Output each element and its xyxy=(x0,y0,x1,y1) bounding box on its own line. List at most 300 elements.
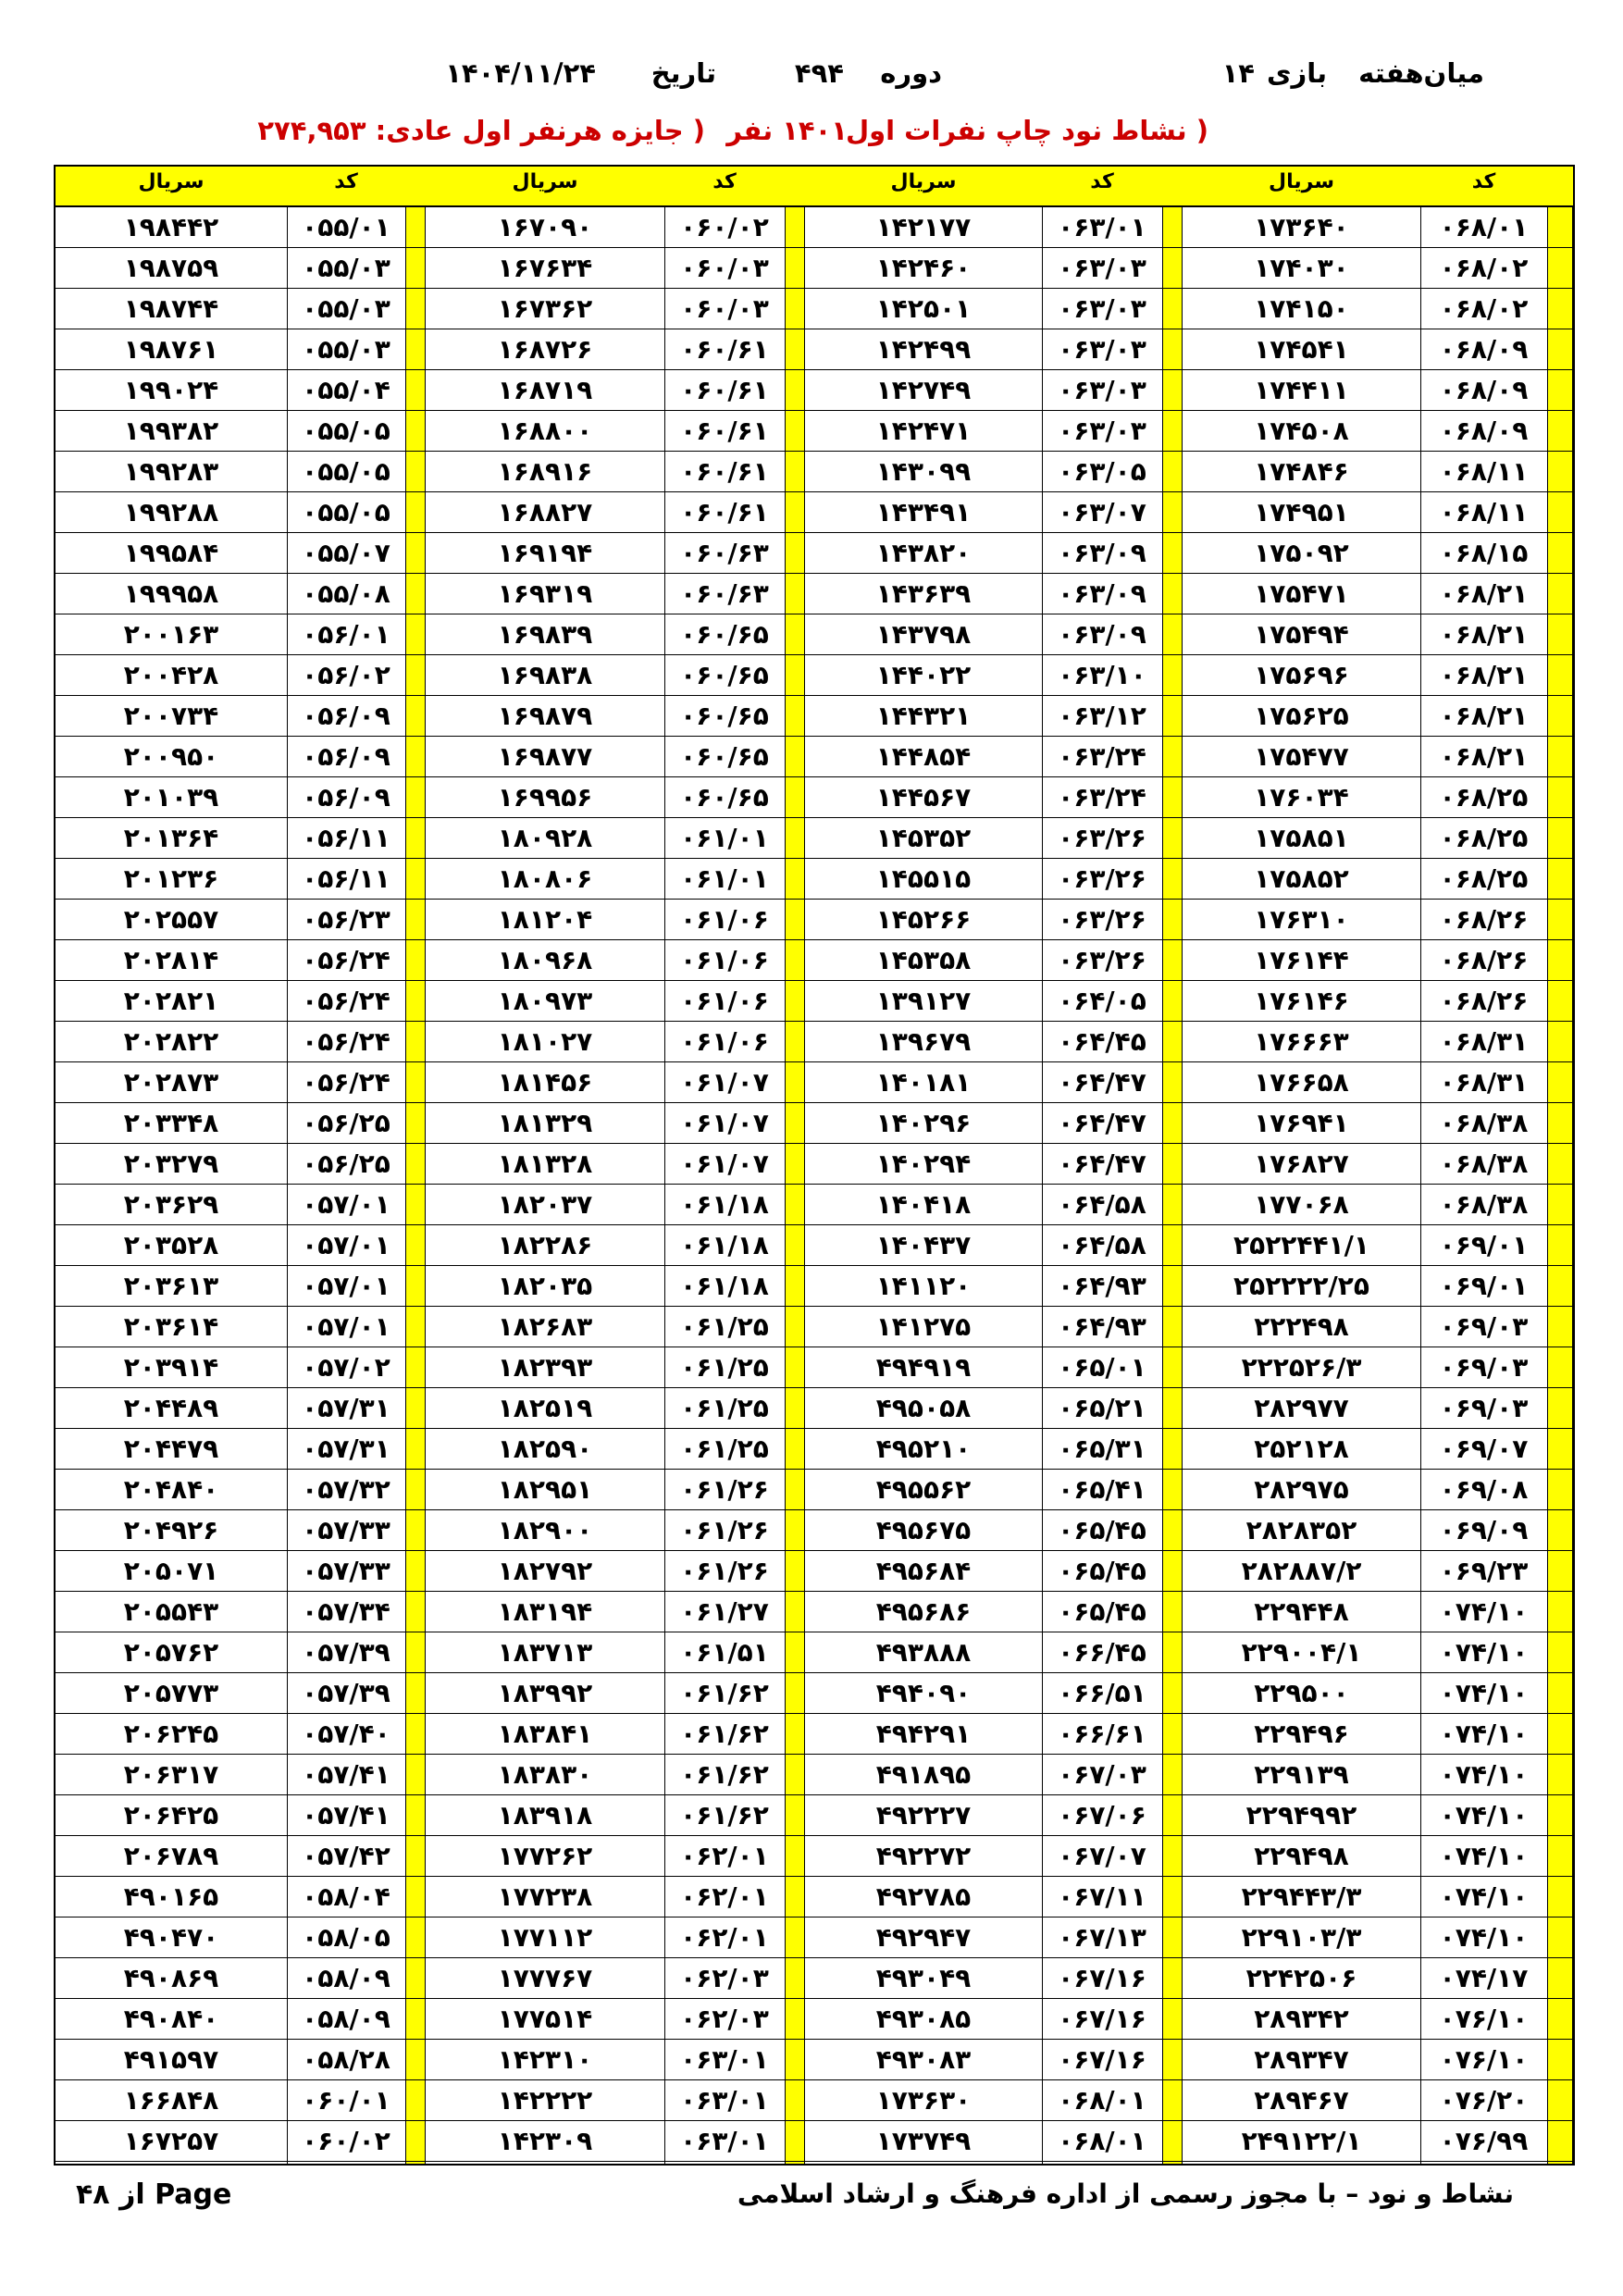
code-cell: ۰۶۸/۰۲ xyxy=(1439,253,1529,283)
game-count: ۱۴ xyxy=(1221,57,1255,89)
serial-cell: ۱۴۴۰۲۲ xyxy=(875,660,972,690)
serial-cell: ۴۹۲۹۴۷ xyxy=(875,1922,972,1953)
prize-text: ( جایزه هرنفر اول عادی: ۲۷۴,۹۵۳ xyxy=(257,115,705,146)
code-cell: ۰۵۷/۰۲ xyxy=(302,1352,390,1383)
code-cell: ۰۶۳/۲۶ xyxy=(1058,904,1146,935)
table-row xyxy=(56,329,1573,370)
table-row xyxy=(56,940,1573,981)
serial-cell: ۲۸۹۴۶۷ xyxy=(1254,2085,1349,2116)
code-cell: ۰۵۷/۳۳ xyxy=(302,1515,390,1545)
serial-cell: ۱۶۷۶۳۴ xyxy=(497,253,593,283)
table-row xyxy=(56,2040,1573,2080)
serial-cell: ۱۶۸۸۲۷ xyxy=(497,497,593,527)
table-row xyxy=(56,207,1573,248)
header-code-2: کد xyxy=(1090,170,1114,193)
header-serial-4: سریال xyxy=(138,170,204,193)
code-cell: ۰۵۶/۲۴ xyxy=(302,1026,390,1057)
serial-cell: ۱۸۳۷۱۳ xyxy=(497,1637,593,1668)
code-cell: ۰۵۷/۳۹ xyxy=(302,1678,390,1708)
serial-cell: ۱۴۲۳۱۰ xyxy=(497,2044,593,2075)
code-cell: ۰۶۷/۱۶ xyxy=(1058,2004,1146,2034)
code-cell: ۰۶۴/۵۸ xyxy=(1058,1189,1146,1220)
serial-cell: ۴۹۵۶۸۶ xyxy=(875,1596,972,1627)
code-cell: ۰۵۵/۰۷ xyxy=(302,538,390,568)
code-cell: ۰۵۶/۲۴ xyxy=(302,945,390,975)
serial-cell: ۱۴۳۸۲۰ xyxy=(875,538,972,568)
serial-cell: ۲۰۳۶۲۹ xyxy=(123,1189,219,1220)
code-cell: ۰۵۶/۲۴ xyxy=(302,986,390,1016)
serial-cell: ۱۷۶۳۱۰ xyxy=(1254,904,1349,935)
serial-cell: ۱۴۲۴۶۰ xyxy=(875,253,972,283)
code-cell: ۰۶۸/۲۱ xyxy=(1439,741,1529,772)
code-cell: ۰۶۰/۶۵ xyxy=(680,741,769,772)
serial-cell: ۱۶۹۸۷۹ xyxy=(497,701,593,731)
code-cell: ۰۶۱/۱۸ xyxy=(680,1230,769,1260)
code-cell: ۰۵۵/۰۳ xyxy=(302,293,390,324)
code-cell: ۰۶۴/۹۳ xyxy=(1058,1311,1146,1342)
code-cell: ۰۵۶/۰۲ xyxy=(302,660,390,690)
serial-cell: ۱۸۳۹۹۲ xyxy=(497,1678,593,1708)
serial-cell: ۲۰۶۷۸۹ xyxy=(123,1841,219,1871)
code-cell: ۰۶۹/۲۳ xyxy=(1439,1556,1529,1586)
code-cell: ۰۶۵/۴۵ xyxy=(1058,1596,1146,1627)
code-cell: ۰۶۸/۲۶ xyxy=(1439,904,1529,935)
serial-cell: ۱۶۷۰۹۰ xyxy=(497,212,593,242)
serial-cell: ۲۰۱۳۶۴ xyxy=(123,823,219,853)
code-cell: ۰۶۳/۰۵ xyxy=(1058,456,1146,487)
code-cell: ۰۵۷/۴۱ xyxy=(302,1759,390,1790)
table-row xyxy=(56,737,1573,777)
serial-cell: ۱۴۳۶۳۹ xyxy=(875,578,972,609)
table-row xyxy=(56,1551,1573,1592)
code-cell: ۰۷۴/۱۰ xyxy=(1439,1800,1529,1831)
code-cell: ۰۷۶/۱۰ xyxy=(1439,2044,1529,2075)
code-cell: ۰۷۴/۱۰ xyxy=(1439,1841,1529,1871)
serial-cell: ۲۰۳۲۷۹ xyxy=(123,1148,219,1179)
serial-cell: ۱۸۲۹۵۱ xyxy=(497,1474,593,1505)
page-indicator: از ۴۸ Page xyxy=(76,2178,232,2211)
serial-cell: ۱۴۵۵۱۵ xyxy=(875,863,972,894)
code-cell: ۰۶۱/۰۷ xyxy=(680,1108,769,1138)
code-cell: ۰۶۹/۰۱ xyxy=(1439,1230,1529,1260)
serial-cell: ۲۰۴۸۴۰ xyxy=(123,1474,219,1505)
code-cell: ۰۷۴/۱۰ xyxy=(1439,1637,1529,1668)
serial-cell: ۴۹۴۹۱۹ xyxy=(875,1352,972,1383)
table-row xyxy=(56,1755,1573,1795)
code-cell: ۰۶۷/۱۱ xyxy=(1058,1881,1146,1912)
code-cell: ۰۶۳/۲۴ xyxy=(1058,782,1146,813)
code-cell: ۰۶۳/۲۶ xyxy=(1058,863,1146,894)
code-cell: ۰۶۱/۲۷ xyxy=(680,1596,769,1627)
code-cell: ۰۶۴/۴۵ xyxy=(1058,1026,1146,1057)
code-cell: ۰۶۳/۰۹ xyxy=(1058,578,1146,609)
serial-cell: ۱۸۳۹۱۸ xyxy=(497,1800,593,1831)
code-cell: ۰۶۳/۲۶ xyxy=(1058,945,1146,975)
table-row xyxy=(56,696,1573,737)
serial-cell: ۴۹۵۰۵۸ xyxy=(875,1393,972,1423)
serial-cell: ۲۰۴۹۲۶ xyxy=(123,1515,219,1545)
code-cell: ۰۵۵/۰۵ xyxy=(302,497,390,527)
code-cell: ۰۵۷/۴۱ xyxy=(302,1800,390,1831)
serial-cell: ۲۰۰۱۶۳ xyxy=(123,619,219,650)
table-row xyxy=(56,1225,1573,1266)
code-cell: ۰۶۰/۶۵ xyxy=(680,701,769,731)
table-row xyxy=(56,452,1573,492)
table-row xyxy=(56,1592,1573,1632)
serial-cell: ۲۵۲۲۲۲/۲۵ xyxy=(1233,1271,1369,1301)
serial-cell: ۴۹۲۲۷۲ xyxy=(875,1841,972,1871)
serial-cell: ۲۰۳۶۱۴ xyxy=(123,1311,219,1342)
serial-cell: ۲۲۹۵۰۰ xyxy=(1254,1678,1349,1708)
period-value: ۴۹۴ xyxy=(794,57,844,89)
serial-cell: ۱۷۶۱۴۴ xyxy=(1254,945,1349,975)
code-cell: ۰۷۶/۹۹ xyxy=(1439,2126,1529,2156)
serial-cell: ۱۹۹۰۲۴ xyxy=(123,375,219,405)
subheader-title: ( نشاط نود چاپ نفرات اول xyxy=(845,115,1208,146)
code-cell: ۰۶۵/۴۵ xyxy=(1058,1515,1146,1545)
code-cell: ۰۷۴/۱۰ xyxy=(1439,1881,1529,1912)
code-cell: ۰۵۵/۰۴ xyxy=(302,375,390,405)
code-cell: ۰۶۸/۰۹ xyxy=(1439,375,1529,405)
table-row xyxy=(56,411,1573,452)
code-cell: ۰۵۶/۰۹ xyxy=(302,741,390,772)
serial-cell: ۱۷۵۴۷۷ xyxy=(1254,741,1349,772)
serial-cell: ۱۴۲۴۹۹ xyxy=(875,334,972,365)
serial-cell: ۱۴۰۱۸۱ xyxy=(875,1067,972,1098)
code-cell: ۰۶۱/۲۵ xyxy=(680,1433,769,1464)
code-cell: ۰۶۲/۰۱ xyxy=(680,1841,769,1871)
serial-cell: ۱۹۸۷۵۹ xyxy=(123,253,219,283)
serial-cell: ۱۷۵۶۹۶ xyxy=(1254,660,1349,690)
serial-cell: ۴۹۱۸۹۵ xyxy=(875,1759,972,1790)
code-cell: ۰۶۳/۰۳ xyxy=(1058,375,1146,405)
table-row xyxy=(56,2121,1573,2162)
serial-cell: ۱۸۰۹۲۸ xyxy=(497,823,593,853)
serial-cell: ۴۹۰۸۶۹ xyxy=(123,1963,219,1993)
serial-cell: ۱۴۲۱۷۷ xyxy=(875,212,972,242)
serial-cell: ۱۴۰۲۹۶ xyxy=(875,1108,972,1138)
serial-cell: ۱۹۸۷۴۴ xyxy=(123,293,219,324)
code-cell: ۰۶۰/۰۱ xyxy=(302,2085,390,2116)
code-cell: ۰۶۵/۴۱ xyxy=(1058,1474,1146,1505)
serial-cell: ۱۷۷۰۶۸ xyxy=(1254,1189,1349,1220)
serial-cell: ۴۹۲۲۲۷ xyxy=(875,1800,972,1831)
table-row xyxy=(56,1307,1573,1347)
serial-cell: ۱۴۵۳۵۸ xyxy=(875,945,972,975)
serial-cell: ۱۹۹۲۸۸ xyxy=(123,497,219,527)
table-row xyxy=(56,1714,1573,1755)
code-cell: ۰۵۵/۰۳ xyxy=(302,253,390,283)
serial-cell: ۱۷۳۶۳۰ xyxy=(875,2085,972,2116)
code-cell: ۰۶۷/۱۶ xyxy=(1058,2044,1146,2075)
serial-cell: ۲۲۹۴۹۹۲ xyxy=(1245,1800,1357,1831)
code-cell: ۰۶۳/۰۱ xyxy=(680,2044,769,2075)
table-row xyxy=(56,1103,1573,1144)
serial-cell: ۲۴۹۱۲۲/۱ xyxy=(1241,2126,1362,2156)
table-row xyxy=(56,1347,1573,1388)
serial-cell: ۱۸۰۸۰۶ xyxy=(497,863,593,894)
code-cell: ۰۶۵/۴۵ xyxy=(1058,1556,1146,1586)
serial-cell: ۱۷۵۸۵۲ xyxy=(1254,863,1349,894)
code-cell: ۰۶۱/۱۸ xyxy=(680,1189,769,1220)
code-cell: ۰۶۵/۲۱ xyxy=(1058,1393,1146,1423)
serial-cell: ۱۷۴۵۴۱ xyxy=(1254,334,1349,365)
serial-cell: ۱۴۱۲۷۵ xyxy=(875,1311,972,1342)
serial-cell: ۱۷۴۹۵۱ xyxy=(1254,497,1349,527)
code-cell: ۰۶۳/۰۷ xyxy=(1058,497,1146,527)
code-cell: ۰۷۶/۱۰ xyxy=(1439,2004,1529,2034)
serial-cell: ۱۷۵۰۹۲ xyxy=(1254,538,1349,568)
license-footer: نشاط و نود – با مجوز رسمی از اداره فرهنگ و ارشاد اسلامی xyxy=(737,2178,1514,2209)
code-cell: ۰۶۱/۰۷ xyxy=(680,1148,769,1179)
serial-cell: ۱۸۲۳۹۳ xyxy=(497,1352,593,1383)
code-cell: ۰۶۳/۰۱ xyxy=(1058,212,1146,242)
code-cell: ۰۶۸/۱۵ xyxy=(1439,538,1529,568)
serial-cell: ۲۰۵۰۷۱ xyxy=(123,1556,219,1586)
header-code-3: کد xyxy=(712,170,737,193)
serial-cell: ۲۰۲۸۷۳ xyxy=(123,1067,219,1098)
code-cell: ۰۶۸/۳۸ xyxy=(1439,1148,1529,1179)
code-cell: ۰۶۱/۱۸ xyxy=(680,1271,769,1301)
header-serial-2: سریال xyxy=(890,170,957,193)
serial-cell: ۱۶۶۸۴۸ xyxy=(123,2085,219,2116)
code-cell: ۰۵۷/۳۱ xyxy=(302,1433,390,1464)
serial-cell: ۱۴۴۵۶۷ xyxy=(875,782,972,813)
date-label: تاریخ xyxy=(650,57,716,89)
serial-cell: ۱۶۹۸۳۹ xyxy=(497,619,593,650)
serial-cell: ۲۰۵۷۶۲ xyxy=(123,1637,219,1668)
code-cell: ۰۶۱/۵۱ xyxy=(680,1637,769,1668)
table-row xyxy=(56,981,1573,1022)
serial-cell: ۲۰۱۰۳۹ xyxy=(123,782,219,813)
subheader-line xyxy=(0,115,1623,161)
code-cell: ۰۶۰/۶۱ xyxy=(680,416,769,446)
code-cell: ۰۶۴/۴۷ xyxy=(1058,1067,1146,1098)
serial-cell: ۱۷۷۲۳۸ xyxy=(497,1881,593,1912)
code-cell: ۰۶۴/۰۵ xyxy=(1058,986,1146,1016)
serial-cell: ۲۲۲۴۹۸ xyxy=(1254,1311,1349,1342)
table-row xyxy=(56,655,1573,696)
code-cell: ۰۵۷/۰۱ xyxy=(302,1230,390,1260)
table-row xyxy=(56,2080,1573,2121)
code-cell: ۰۶۱/۲۵ xyxy=(680,1393,769,1423)
serial-cell: ۱۶۹۳۱۹ xyxy=(497,578,593,609)
code-cell: ۰۵۷/۴۲ xyxy=(302,1841,390,1871)
code-cell: ۰۵۷/۳۲ xyxy=(302,1474,390,1505)
serial-cell: ۲۰۴۴۸۹ xyxy=(123,1393,219,1423)
serial-cell: ۱۶۷۳۶۲ xyxy=(497,293,593,324)
code-cell: ۰۵۵/۰۱ xyxy=(302,212,390,242)
serial-cell: ۲۰۲۸۱۴ xyxy=(123,945,219,975)
serial-cell: ۲۰۳۵۲۸ xyxy=(123,1230,219,1260)
serial-cell: ۲۰۲۵۵۷ xyxy=(123,904,219,935)
serial-cell: ۴۹۵۶۸۴ xyxy=(875,1556,972,1586)
table-header xyxy=(56,167,1573,207)
code-cell: ۰۶۸/۱۱ xyxy=(1439,497,1529,527)
code-cell: ۰۶۲/۰۱ xyxy=(680,1922,769,1953)
table-row xyxy=(56,1958,1573,1999)
code-cell: ۰۶۱/۰۱ xyxy=(680,823,769,853)
code-cell: ۰۶۰/۶۱ xyxy=(680,456,769,487)
serial-cell: ۴۹۰۸۴۰ xyxy=(123,2004,219,2034)
serial-cell: ۲۲۹۴۴۸ xyxy=(1254,1596,1349,1627)
code-cell: ۰۶۸/۰۱ xyxy=(1439,212,1529,242)
serial-cell: ۱۶۷۲۵۷ xyxy=(123,2126,219,2156)
winners-count: ۱۴۰۱ نفر xyxy=(726,115,848,146)
code-cell: ۰۶۸/۰۲ xyxy=(1439,293,1529,324)
table-row xyxy=(56,1429,1573,1470)
code-cell: ۰۶۳/۱۰ xyxy=(1058,660,1146,690)
code-cell: ۰۵۷/۴۰ xyxy=(302,1719,390,1749)
serial-cell: ۱۸۲۰۳۵ xyxy=(497,1271,593,1301)
header-code-4: کد xyxy=(334,170,358,193)
serial-cell: ۱۸۲۰۳۷ xyxy=(497,1189,593,1220)
code-cell: ۰۶۶/۴۵ xyxy=(1058,1637,1146,1668)
serial-cell: ۱۷۳۶۴۰ xyxy=(1254,212,1349,242)
serial-cell: ۱۸۲۵۱۹ xyxy=(497,1393,593,1423)
code-cell: ۰۵۸/۲۸ xyxy=(302,2044,390,2075)
table-row xyxy=(56,614,1573,655)
code-cell: ۰۶۳/۰۳ xyxy=(1058,416,1146,446)
serial-cell: ۴۹۰۴۷۰ xyxy=(123,1922,219,1953)
code-cell: ۰۶۳/۰۱ xyxy=(680,2085,769,2116)
code-cell: ۰۵۶/۰۱ xyxy=(302,619,390,650)
serial-cell: ۱۹۹۵۸۴ xyxy=(123,538,219,568)
table-row xyxy=(56,1999,1573,2040)
serial-cell: ۴۹۵۵۶۲ xyxy=(875,1474,972,1505)
code-cell: ۰۶۷/۰۷ xyxy=(1058,1841,1146,1871)
table-row xyxy=(56,1795,1573,1836)
code-cell: ۰۶۰/۶۱ xyxy=(680,334,769,365)
serial-cell: ۲۰۱۲۳۶ xyxy=(123,863,219,894)
code-cell: ۰۶۸/۳۱ xyxy=(1439,1067,1529,1098)
table-row xyxy=(56,289,1573,329)
serial-cell: ۱۷۷۷۶۷ xyxy=(497,1963,593,1993)
serial-cell: ۱۷۷۵۱۴ xyxy=(497,2004,593,2034)
serial-cell: ۱۶۸۷۱۹ xyxy=(497,375,593,405)
table-row xyxy=(56,1470,1573,1510)
code-cell: ۰۶۸/۰۹ xyxy=(1439,416,1529,446)
code-cell: ۰۶۲/۰۱ xyxy=(680,1881,769,1912)
table-row xyxy=(56,818,1573,859)
code-cell: ۰۷۶/۲۰ xyxy=(1439,2085,1529,2116)
code-cell: ۰۶۴/۴۷ xyxy=(1058,1108,1146,1138)
serial-cell: ۱۸۳۸۳۰ xyxy=(497,1759,593,1790)
serial-cell: ۱۹۸۷۶۱ xyxy=(123,334,219,365)
serial-cell: ۴۹۵۲۱۰ xyxy=(875,1433,972,1464)
serial-cell: ۲۸۲۸۳۵۲ xyxy=(1245,1515,1357,1545)
code-cell: ۰۵۶/۱۱ xyxy=(302,863,390,894)
table-row xyxy=(56,1062,1573,1103)
code-cell: ۰۶۱/۰۶ xyxy=(680,904,769,935)
serial-cell: ۱۹۹۲۸۳ xyxy=(123,456,219,487)
code-cell: ۰۶۷/۰۳ xyxy=(1058,1759,1146,1790)
serial-cell: ۲۰۲۸۲۲ xyxy=(123,1026,219,1057)
serial-cell: ۱۷۵۴۹۴ xyxy=(1254,619,1349,650)
serial-cell: ۱۶۸۸۰۰ xyxy=(497,416,593,446)
code-cell: ۰۶۳/۰۱ xyxy=(680,2126,769,2156)
serial-cell: ۱۷۵۸۵۱ xyxy=(1254,823,1349,853)
serial-cell: ۱۷۷۲۶۲ xyxy=(497,1841,593,1871)
serial-cell: ۱۴۴۸۵۴ xyxy=(875,741,972,772)
code-cell: ۰۶۳/۰۳ xyxy=(1058,334,1146,365)
serial-cell: ۱۶۹۸۳۸ xyxy=(497,660,593,690)
serial-cell: ۲۲۹۴۹۶ xyxy=(1254,1719,1349,1749)
table-row xyxy=(56,1632,1573,1673)
serial-cell: ۱۷۳۷۴۹ xyxy=(875,2126,972,2156)
code-cell: ۰۶۱/۶۲ xyxy=(680,1719,769,1749)
serial-cell: ۱۷۶۸۲۷ xyxy=(1254,1148,1349,1179)
table-row xyxy=(56,1144,1573,1185)
code-cell: ۰۶۸/۲۱ xyxy=(1439,578,1529,609)
code-cell: ۰۶۴/۹۳ xyxy=(1058,1271,1146,1301)
serial-cell: ۲۸۲۸۸۷/۲ xyxy=(1241,1556,1362,1586)
code-cell: ۰۵۸/۰۴ xyxy=(302,1881,390,1912)
serial-cell: ۱۸۲۷۹۲ xyxy=(497,1556,593,1586)
code-cell: ۰۶۸/۳۸ xyxy=(1439,1108,1529,1138)
serial-cell: ۲۰۵۷۷۳ xyxy=(123,1678,219,1708)
serial-cell: ۴۹۴۲۹۱ xyxy=(875,1719,972,1749)
code-cell: ۰۶۹/۰۹ xyxy=(1439,1515,1529,1545)
table-row xyxy=(56,533,1573,574)
game-label: بازی xyxy=(1266,57,1327,89)
serial-cell: ۱۹۹۹۵۸ xyxy=(123,578,219,609)
serial-cell: ۲۰۶۴۲۵ xyxy=(123,1800,219,1831)
code-cell: ۰۷۴/۱۰ xyxy=(1439,1922,1529,1953)
serial-cell: ۲۵۲۲۴۴۱/۱ xyxy=(1233,1230,1369,1260)
table-row xyxy=(56,859,1573,900)
table-row xyxy=(56,248,1573,289)
serial-cell: ۱۴۵۳۵۲ xyxy=(875,823,972,853)
serial-cell: ۲۵۲۱۲۸ xyxy=(1254,1433,1349,1464)
serial-cell: ۲۲۹۱۰۳/۳ xyxy=(1241,1922,1362,1953)
table-row xyxy=(56,1266,1573,1307)
table-row xyxy=(56,492,1573,533)
code-cell: ۰۶۰/۰۲ xyxy=(302,2126,390,2156)
code-cell: ۰۶۶/۵۱ xyxy=(1058,1678,1146,1708)
code-cell: ۰۶۰/۰۲ xyxy=(680,212,769,242)
code-cell: ۰۵۷/۰۱ xyxy=(302,1311,390,1342)
code-cell: ۰۵۷/۳۱ xyxy=(302,1393,390,1423)
code-cell: ۰۶۳/۱۲ xyxy=(1058,701,1146,731)
code-cell: ۰۵۶/۱۱ xyxy=(302,823,390,853)
serial-cell: ۱۸۰۹۶۸ xyxy=(497,945,593,975)
code-cell: ۰۶۱/۶۲ xyxy=(680,1759,769,1790)
code-cell: ۰۶۸/۰۱ xyxy=(1058,2085,1146,2116)
code-cell: ۰۶۸/۱۱ xyxy=(1439,456,1529,487)
period-label: دوره xyxy=(880,57,942,89)
serial-cell: ۲۰۶۲۴۵ xyxy=(123,1719,219,1749)
code-cell: ۰۵۸/۰۹ xyxy=(302,1963,390,1993)
serial-cell: ۲۲۲۵۲۶/۳ xyxy=(1241,1352,1362,1383)
serial-cell: ۲۰۰۷۳۴ xyxy=(123,701,219,731)
code-cell: ۰۶۰/۶۱ xyxy=(680,497,769,527)
code-cell: ۰۵۶/۲۳ xyxy=(302,904,390,935)
code-cell: ۰۶۰/۶۳ xyxy=(680,578,769,609)
code-cell: ۰۶۱/۲۵ xyxy=(680,1352,769,1383)
serial-cell: ۱۴۱۱۲۰ xyxy=(875,1271,972,1301)
code-cell: ۰۵۶/۲۵ xyxy=(302,1108,390,1138)
serial-cell: ۱۷۴۰۳۰ xyxy=(1254,253,1349,283)
code-cell: ۰۶۹/۰۳ xyxy=(1439,1352,1529,1383)
code-cell: ۰۶۸/۲۶ xyxy=(1439,945,1529,975)
code-cell: ۰۷۴/۱۰ xyxy=(1439,1678,1529,1708)
code-cell: ۰۵۷/۰۱ xyxy=(302,1189,390,1220)
table-row xyxy=(56,1022,1573,1062)
table-row xyxy=(56,777,1573,818)
code-cell: ۰۶۱/۲۵ xyxy=(680,1311,769,1342)
serial-cell: ۲۰۰۴۲۸ xyxy=(123,660,219,690)
